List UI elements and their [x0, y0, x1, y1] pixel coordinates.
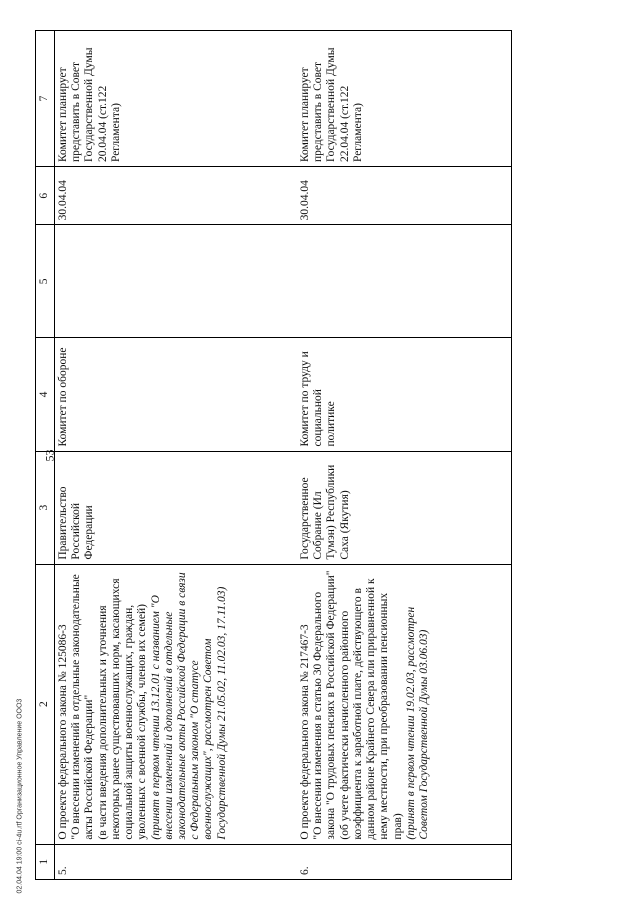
bill-subtitle: "О внесении изменения в статью 30 Федерального закона "О трудовых пенсиях в Российской Федерации": [312, 570, 338, 840]
rotated-table-container: [35, 30, 602, 880]
bill-initiator: Правительство Российской Федерации: [55, 451, 280, 564]
header-col-4: 4: [36, 338, 55, 451]
bill-title: О проекте федерального закона № 217467-3: [299, 624, 311, 840]
bill-date: 30.04.04: [279, 167, 512, 225]
bill-history: (принят в первом чтении 19.02.03, рассмотрен Советом Государственной Думы 03.06.03): [404, 606, 430, 840]
header-col-6: 6: [36, 167, 55, 225]
page-number: 53: [42, 449, 57, 462]
page-footer: 02.04.04 19:00 ci-4u.rtf Организационное Управление ООО3: [16, 698, 24, 894]
bill-detail: (об учете фактически начисленного районного коэффициента к заработной плате, действующего в данном районе Крайнего Севера или приравненной к нему местности, при преобразовании пенсионных прав): [338, 578, 404, 840]
bill-committee: Комитет по обороне: [55, 338, 280, 451]
bills-table: [35, 30, 512, 880]
bill-title: О проекте федерального закона № 125086-3: [57, 624, 69, 840]
header-col-7: 7: [36, 31, 55, 167]
header-col-1: 1: [36, 844, 55, 879]
bill-description: [279, 564, 512, 844]
row-number: 5.: [55, 844, 280, 879]
bill-committee: Комитет по труду и социальной политике: [279, 338, 512, 451]
table-row: [55, 31, 280, 880]
bill-history: (принят в первом чтении 13.12.01 с названием "О внесении изменений и дополнений в отдельные законодательные акты Российской Федерации в связи с Федеральным законом "О статусе военнослужащих", рассмотрен Советом Государственной Думы 21.05.02, 11.02.03, 17.11.03): [149, 572, 228, 840]
header-col-3: 3: [36, 451, 55, 564]
header-col-5: 5: [36, 225, 55, 338]
bill-note: Комитет планирует представить в Совет Государственной Думы 20.04.04 (ст.122 Регламента): [55, 31, 280, 167]
bill-note: Комитет планирует представить в Совет Государственной Думы 22.04.04 (ст.122 Регламента): [279, 31, 512, 167]
bill-date: 30.04.04: [55, 167, 280, 225]
table-row: [279, 31, 512, 880]
bill-detail: (в части введения дополнительных и уточнения некоторых ранее существовавших норм, касающихся социальной защиты военнослужащих, граждан, уволенных с военной службы, членов их семей): [96, 578, 149, 840]
bill-initiator: Государственное Собрание (Ил Тумэн) Республики Саха (Якутия): [279, 451, 512, 564]
bill-col5: [279, 225, 512, 338]
bill-subtitle: "О внесении изменений в отдельные законодательные акты Российской Федерации": [70, 574, 96, 840]
header-col-2: 2: [36, 564, 55, 844]
table-header-row: [36, 31, 55, 880]
bill-col5: [55, 225, 280, 338]
row-number: 6.: [279, 844, 512, 879]
bill-description: [55, 564, 280, 844]
